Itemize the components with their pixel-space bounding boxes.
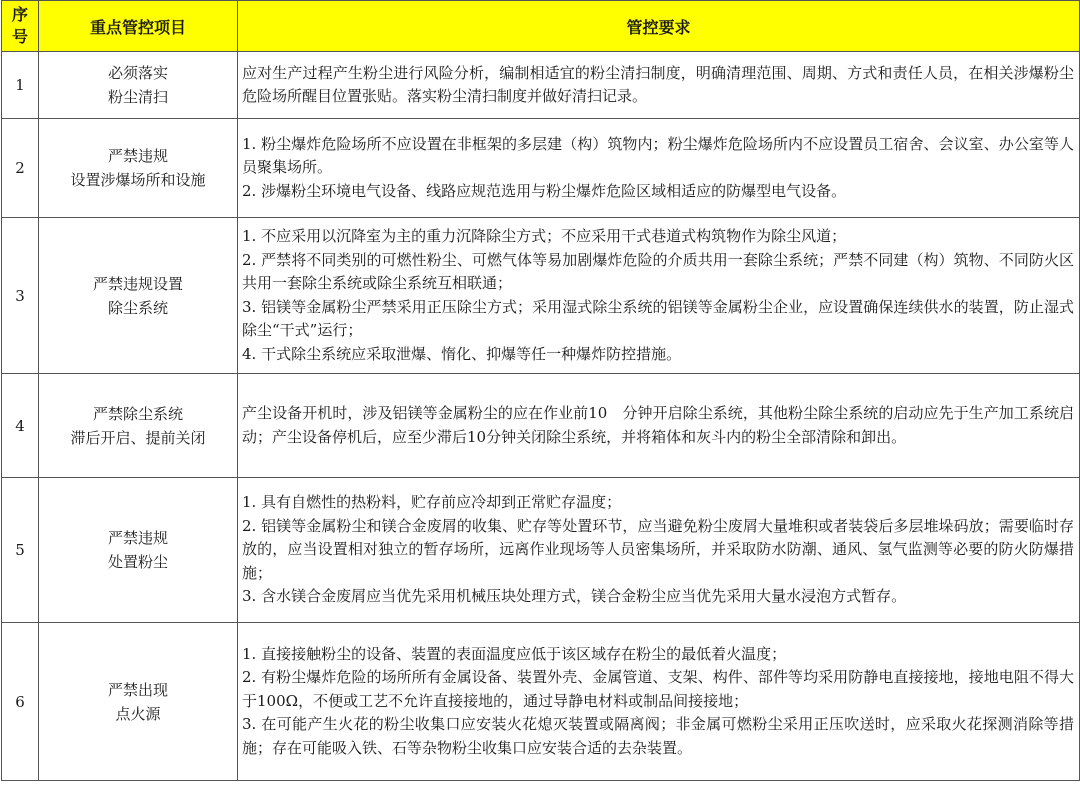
requirement-text: 2. 铝镁等金属粉尘和镁合金废屑的收集、贮存等处置环节，应当避免粉尘废屑大量堆积或者装袋后多层堆垛码放；需要临时存放的，应当设置相对独立的暂存场所，远离作业现场等人员密集场所，并采取防水防潮、通风、氢气监测等必要的防火防爆措施； (242, 516, 1074, 582)
table-row (2, 218, 1080, 374)
header-seq (2, 1, 39, 52)
row-item (39, 623, 238, 781)
requirement-text: 3. 在可能产生火花的粉尘收集口应安装火花熄灭装置或隔离阀；非金属可燃粉尘采用正压吹送时，应采取火花探测消除等措施；存在可能吸入铁、石等杂物粉尘收集口应安装合适的去杂装置。 (242, 715, 1074, 757)
table-row (2, 478, 1080, 623)
requirement-text: 2. 有粉尘爆炸危险的场所所有金属设备、装置外壳、金属管道、支架、构件、部件等均采用防静电直接接地，接地电阻不得大于100Ω，不便或工艺不允许直接接地的，通过导静电材料或制品间接接地； (242, 668, 1074, 710)
header-item: 重点管控项目 (39, 1, 238, 52)
header-seq-line-2: 号 (11, 27, 28, 46)
row-item-line: 滞后开启、提前关闭 (70, 428, 206, 447)
row-seq: 3 (2, 218, 39, 374)
table-row (2, 623, 1080, 781)
table-row (2, 52, 1080, 119)
requirement-text: 2. 涉爆粉尘环境电气设备、线路应规范选用与粉尘爆炸危险区域相适应的防爆型电气设备。 (242, 181, 847, 200)
row-item-line: 严禁除尘系统 (92, 404, 183, 423)
row-requirement (238, 374, 1080, 478)
row-item (39, 374, 238, 478)
row-item-line: 设置涉爆场所和设施 (70, 171, 206, 189)
row-item-line: 严禁违规设置 (92, 274, 183, 293)
row-seq: 1 (2, 52, 39, 119)
row-requirement (238, 623, 1080, 781)
table-header-row (2, 1, 1080, 52)
requirement-text: 1. 不应采用以沉降室为主的重力沉降除尘方式；不应采用干式巷道式构筑物作为除尘风道； (242, 227, 847, 245)
row-requirement (238, 478, 1080, 623)
requirement-text: 3. 含水镁合金废屑应当优先采用机械压块处理方式，镁合金粉尘应当优先采用大量水浸泡方式暂存。 (242, 587, 907, 606)
row-item (39, 218, 238, 374)
row-requirement (238, 218, 1080, 374)
header-requirement: 管控要求 (238, 1, 1080, 52)
row-requirement (238, 119, 1080, 218)
requirement-text: 3. 铝镁等金属粉尘严禁采用正压除尘方式；采用湿式除尘系统的铝镁等金属粉尘企业，应设置确保连续供水的装置，防止湿式除尘“干式”运行； (242, 297, 1074, 339)
requirement-text: 1. 粉尘爆炸危险场所不应设置在非框架的多层建（构）筑物内；粉尘爆炸危险场所内不应设置员工宿舍、会议室、办公室等人员聚集场所。 (242, 134, 1074, 177)
table-row (2, 119, 1080, 218)
requirement-text: 2. 严禁将不同类别的可燃性粉尘、可燃气体等易加剧爆炸危险的介质共用一套除尘系统；严禁不同建（构）筑物、不同防火区共用一套除尘系统或除尘系统互相联通； (242, 250, 1074, 292)
row-item-line: 除尘系统 (107, 298, 168, 317)
row-item-line: 粉尘清扫 (107, 88, 168, 106)
table-row (2, 374, 1080, 478)
row-item (39, 52, 238, 119)
requirement-text: 1. 直接接触粉尘的设备、装置的表面温度应低于该区域存在粉尘的最低着火温度； (242, 644, 787, 663)
row-item-line: 严禁出现 (107, 680, 168, 699)
row-seq: 6 (2, 623, 39, 781)
row-item-line: 严禁违规 (107, 529, 168, 547)
dust-control-table (1, 0, 1080, 781)
header-seq-line-1: 序 (11, 5, 28, 24)
row-seq: 5 (2, 478, 39, 623)
row-item-line: 严禁违规 (107, 147, 168, 165)
row-seq: 2 (2, 119, 39, 218)
requirement-text: 应对生产过程产生粉尘进行风险分析，编制相适宜的粉尘清扫制度，明确清理范围、周期、方式和责任人员，在相关涉爆粉尘危险场所醒目位置张贴。落实粉尘清扫制度并做好清扫记录。 (242, 63, 1074, 105)
row-seq: 4 (2, 374, 39, 478)
row-requirement (238, 52, 1080, 119)
row-item-line: 点火源 (115, 704, 161, 723)
row-item (39, 119, 238, 218)
row-item-line: 处置粉尘 (107, 553, 168, 571)
requirement-text: 4. 干式除尘系统应采取泄爆、惰化、抑爆等任一种爆炸防控措施。 (242, 344, 682, 363)
requirement-text: 1. 具有自燃性的热粉料，贮存前应冷却到正常贮存温度； (242, 493, 622, 512)
requirement-text: 产尘设备开机时，涉及铝镁等金属粉尘的应在作业前10 分钟开启除尘系统，其他粉尘除尘系统的启动应先于生产加工系统启动；产尘设备停机后，应至少滞后10分钟关闭除尘系统，并将箱体和灰斗内的粉尘全部清除和卸出。 (242, 404, 1074, 446)
row-item-line: 必须落实 (107, 64, 168, 82)
row-item (39, 478, 238, 623)
